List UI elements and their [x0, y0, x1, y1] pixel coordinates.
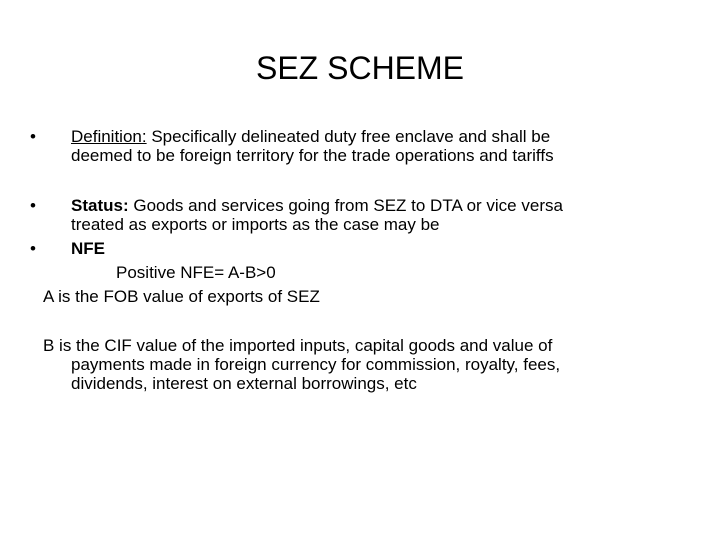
b-definition-line-2: payments made in foreign currency for commission, royalty, fees, — [71, 355, 561, 374]
a-definition: A is the FOB value of exports of SEZ — [43, 287, 320, 306]
nfe-formula: Positive NFE= A-B>0 — [116, 263, 276, 282]
definition-line-1 — [71, 127, 550, 146]
status-label: Status: — [71, 196, 129, 215]
definition-line-2: deemed to be foreign territory for the trade operations and tariffs — [71, 146, 554, 165]
definition-label: Definition: — [71, 127, 147, 146]
slide-title: SEZ SCHEME — [255, 50, 465, 86]
bullet-icon: • — [30, 239, 36, 258]
nfe-label: NFE — [71, 239, 105, 258]
b-definition-line-1: B is the CIF value of the imported inputs, capital goods and value of — [43, 336, 553, 355]
status-line-2: treated as exports or imports as the case may be — [71, 215, 440, 234]
bullet-icon: • — [30, 127, 36, 146]
status-text-1: Goods and services going from SEZ to DTA or vice versa — [128, 196, 563, 215]
status-line-1 — [71, 196, 563, 215]
bullet-icon: • — [30, 196, 36, 215]
b-definition-line-3: dividends, interest on external borrowings, etc — [71, 374, 417, 393]
definition-text-1: Specifically delineated duty free enclave and shall be — [146, 127, 551, 146]
